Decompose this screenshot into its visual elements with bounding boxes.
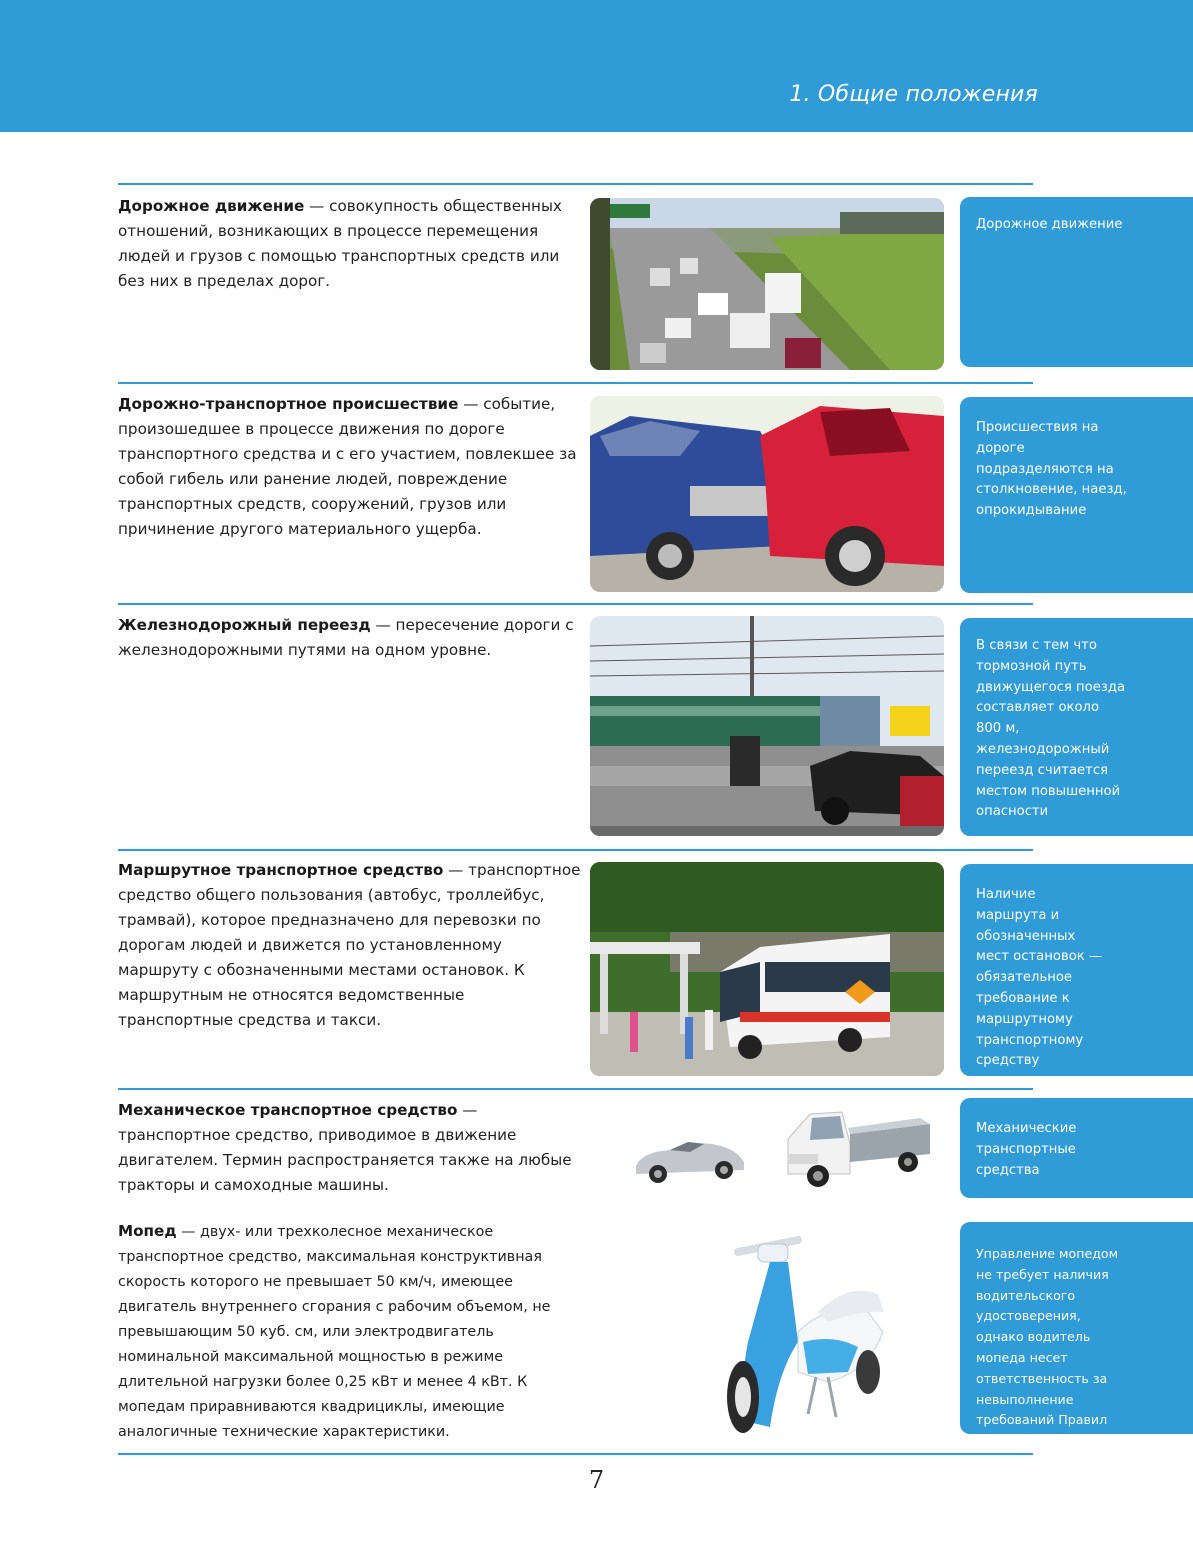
sidebar-note-text: Дорожное движение xyxy=(976,217,1123,232)
highway-traffic-photo xyxy=(590,198,944,370)
definition-moped xyxy=(118,1219,583,1445)
sidebar-note-road-traffic xyxy=(960,197,1193,367)
sidebar-note-text: Происшествия на дороге подразделяются на столкновение, наезд, опрокидывание xyxy=(976,420,1127,519)
section-divider xyxy=(118,849,1033,851)
definition-road-traffic xyxy=(118,194,583,294)
pickup-truck-illustration xyxy=(780,1104,935,1194)
definition-text: — совокупность общественных отношений, возникающих в процессе перемещения людей и грузов с помощью транспортных средств или без них в пределах дорог. xyxy=(118,197,562,290)
definition-road-accident xyxy=(118,392,583,542)
section-divider xyxy=(118,1453,1033,1455)
definition-text: — транспортное средство, приводимое в движение двигателем. Термин распространяется также на любые тракторы и самоходные машины. xyxy=(118,1101,572,1194)
section-divider xyxy=(118,603,1033,605)
definition-text: — двух- или трехколесное механическое транспортное средство, максимальная конструктивная скорость которого не превышает 50 км/ч, имеющее двигатель внутреннего сгорания с рабочим объемом, не превышающим 50 куб. см, или электродвигатель номинальной максимальной мощностью в режиме длительной нагрузки более 0,25 кВт и менее 4 кВт. К мопедам приравниваются квадрициклы, имеющие аналогичные технические характеристики. xyxy=(118,1224,551,1440)
term: Дорожно-транспортное происшествие xyxy=(118,395,459,413)
term: Дорожное движение xyxy=(118,197,305,215)
moped-illustration xyxy=(708,1222,898,1442)
definition-motor-vehicle xyxy=(118,1098,583,1198)
sidebar-note-road-accident xyxy=(960,397,1193,593)
definition-text: — пересечение дороги с железнодорожными путями на одном уровне. xyxy=(118,616,574,659)
page-number: 7 xyxy=(588,1466,605,1494)
sidebar-note-text: Механические транспортные средства xyxy=(976,1121,1077,1178)
railway-crossing-photo xyxy=(590,616,944,836)
sidebar-note-text: В связи с тем что тормозной путь движущегося поезда составляет около 800 м, железнодорожный переезд считается местом повышенной опасности xyxy=(976,638,1126,820)
sidebar-note-route-vehicle xyxy=(960,864,1193,1076)
car-collision-photo xyxy=(590,396,944,592)
sidebar-note-text: Наличие маршрута и обозначенных мест остановок — обязательное требование к маршрутному транспортному средству xyxy=(976,887,1103,1069)
definition-railway-crossing xyxy=(118,613,583,663)
section-divider xyxy=(118,382,1033,384)
sidebar-note-text: Управление мопедом не требует наличия водительского удостоверения, однако водитель мопеда несет ответственность за невыполнение требований Правил xyxy=(976,1246,1119,1428)
term: Механическое транспортное средство xyxy=(118,1101,458,1119)
sidebar-note-moped xyxy=(960,1222,1193,1434)
bus-stop-photo xyxy=(590,862,944,1076)
chapter-header-band xyxy=(0,0,1193,132)
definition-route-vehicle xyxy=(118,858,583,1033)
chapter-title: 1. Общие положения xyxy=(789,82,1038,107)
convertible-car-illustration xyxy=(630,1132,750,1187)
section-divider xyxy=(118,1088,1033,1090)
sidebar-note-motor-vehicle xyxy=(960,1098,1193,1198)
definition-text: — транспортное средство общего пользования (автобус, троллейбус, трамвай), которое предназначено для перевозки по дорогам людей и движется по установленному маршруту с обозначенными местами остановок. К маршрутным не относятся ведомственные транспортные средства и такси. xyxy=(118,861,581,1029)
term: Мопед xyxy=(118,1222,177,1240)
definition-text: — событие, произошедшее в процессе движения по дороге транспортного средства и с его участием, повлекшее за собой гибель или ранение людей, повреждение транспортных средств, сооружений, грузов или причинение другого материального ущерба. xyxy=(118,395,577,538)
term: Маршрутное транспортное средство xyxy=(118,861,444,879)
section-divider xyxy=(118,183,1033,185)
term: Железнодорожный переезд xyxy=(118,616,371,634)
sidebar-note-railway-crossing xyxy=(960,618,1193,836)
